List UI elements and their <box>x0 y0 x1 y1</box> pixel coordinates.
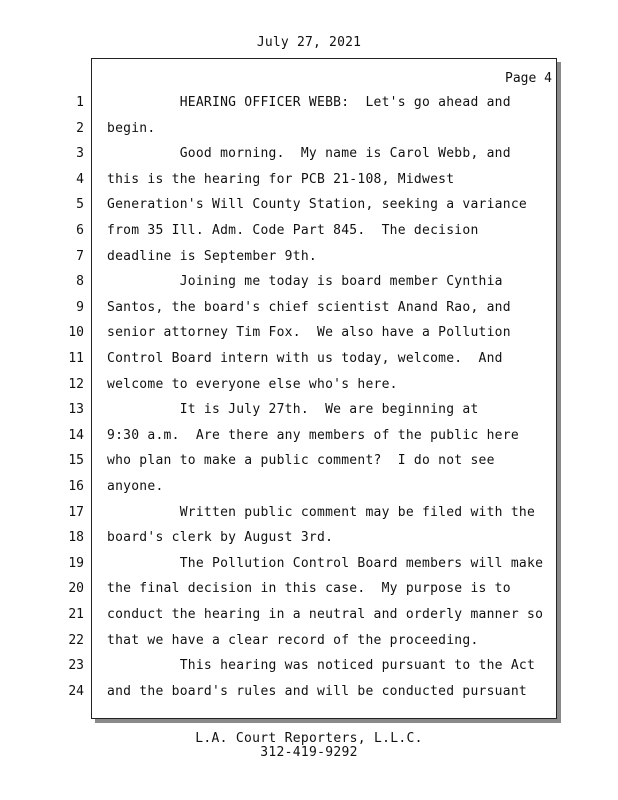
line-text: deadline is September 9th. <box>107 249 317 264</box>
line-number: 15 <box>68 453 84 468</box>
line-text: this is the hearing for PCB 21-108, Midwest <box>107 172 455 187</box>
line-number: 18 <box>68 530 84 545</box>
line-number: 14 <box>68 428 84 443</box>
line-number: 20 <box>68 581 84 596</box>
line-text: 9:30 a.m. Are there any members of the public here <box>107 428 519 443</box>
line-number: 21 <box>68 607 84 622</box>
line-text: from 35 Ill. Adm. Code Part 845. The decision <box>107 223 479 238</box>
line-text: The Pollution Control Board members will make <box>107 556 544 571</box>
line-number: 13 <box>68 402 84 417</box>
line-number: 4 <box>76 172 84 187</box>
line-text: Joining me today is board member Cynthia <box>107 274 503 289</box>
line-number: 5 <box>76 197 84 212</box>
line-text: HEARING OFFICER WEBB: Let's go ahead and <box>107 95 511 110</box>
line-text: This hearing was noticed pursuant to the Act <box>107 658 536 673</box>
footer <box>0 732 618 760</box>
line-number: 19 <box>68 556 84 571</box>
line-number: 1 <box>76 95 84 110</box>
line-text: who plan to make a public comment? I do not see <box>107 453 495 468</box>
line-text: Control Board intern with us today, welcome. And <box>107 351 503 366</box>
line-text: that we have a clear record of the proceeding. <box>107 633 479 648</box>
line-text: Good morning. My name is Carol Webb, and <box>107 146 511 161</box>
footer-phone: 312-419-9292 <box>260 745 358 760</box>
line-text: begin. <box>107 121 156 136</box>
line-text: the final decision in this case. My purpose is to <box>107 581 511 596</box>
header-date: July 27, 2021 <box>256 35 362 50</box>
line-number: 6 <box>76 223 84 238</box>
line-text: Written public comment may be filed with the <box>107 505 536 520</box>
line-number: 22 <box>68 633 84 648</box>
line-number: 16 <box>68 479 84 494</box>
line-number: 9 <box>76 300 84 315</box>
line-number: 2 <box>76 121 84 136</box>
line-number: 11 <box>68 351 84 366</box>
line-text: anyone. <box>107 479 164 494</box>
line-number: 8 <box>76 274 84 289</box>
line-text: and the board's rules and will be conducted pursuant <box>107 684 527 699</box>
line-text: Generation's Will County Station, seeking a variance <box>107 197 527 212</box>
line-number: 7 <box>76 249 84 264</box>
line-number: 12 <box>68 377 84 392</box>
line-text: It is July 27th. We are beginning at <box>107 402 479 417</box>
line-number: 17 <box>68 505 84 520</box>
page-number: Page 4 <box>505 71 552 86</box>
line-number: 23 <box>68 658 84 673</box>
line-text: Santos, the board's chief scientist Anand Rao, and <box>107 300 511 315</box>
footer-company: L.A. Court Reporters, L.L.C. <box>195 731 423 746</box>
line-number: 10 <box>68 325 84 340</box>
line-text: conduct the hearing in a neutral and orderly manner so <box>107 607 544 622</box>
line-number: 3 <box>76 146 84 161</box>
line-text: welcome to everyone else who's here. <box>107 377 398 392</box>
line-number: 24 <box>68 684 84 699</box>
line-text: board's clerk by August 3rd. <box>107 530 334 545</box>
line-text: senior attorney Tim Fox. We also have a Pollution <box>107 325 511 340</box>
